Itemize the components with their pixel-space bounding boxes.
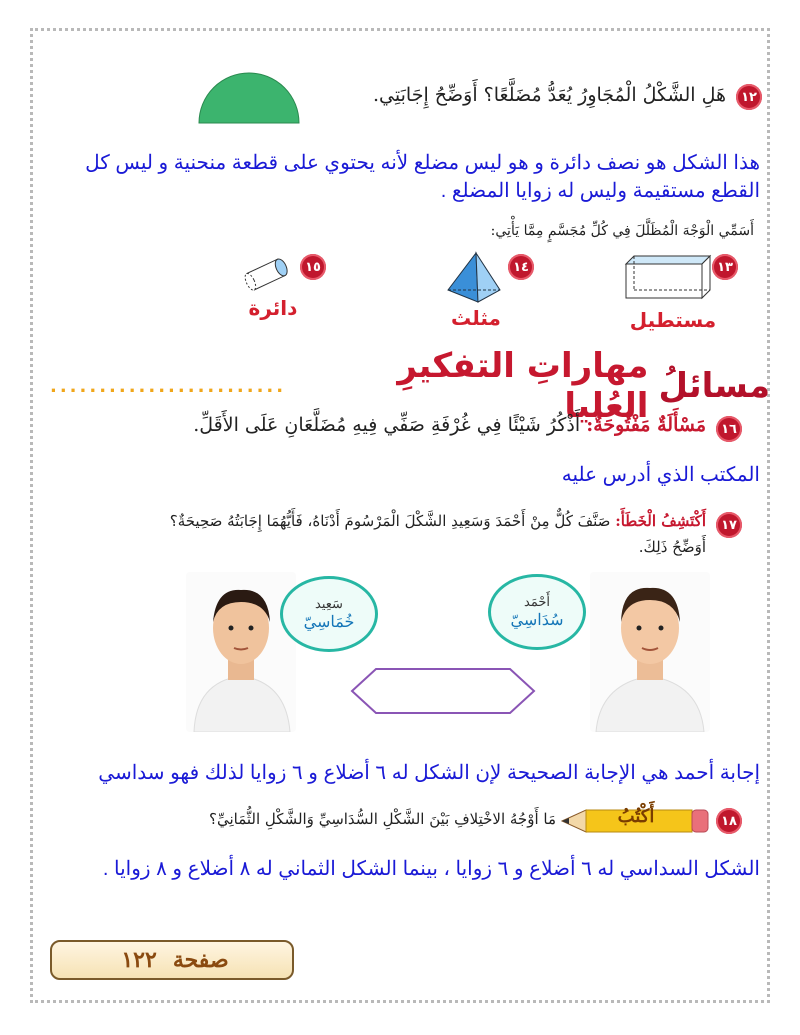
page-label: صفحة: [172, 947, 229, 973]
question-number-15: ١٥: [300, 254, 326, 280]
answer-14: مثلث: [451, 306, 501, 330]
answer-15: دائرة: [248, 296, 298, 320]
question-16: [66, 414, 706, 436]
ahmad-avatar: [590, 572, 710, 732]
section-dots: ........................: [50, 375, 287, 397]
saeed-speech-bubble: [280, 576, 378, 652]
ahmad-answer: سُدَاسِيّ: [510, 610, 564, 629]
saeed-answer: خُمَاسِيّ: [303, 612, 355, 631]
saeed-name: سَعِيد: [315, 597, 343, 612]
answer-18: الشكل السداسي له ٦ أضلاع و ٦ زوايا ، بينما الشكل الثماني له ٨ أضلاع و ٨ زوايا .: [102, 858, 760, 880]
question-16-text: أَذْكُرُ شَيْئًا فِي غُرْفَةِ صَفِّي فِيهِ مُضَلَّعَانِ عَلَى الأَقَلِّ.: [193, 414, 581, 436]
question-number-17: ١٧: [716, 512, 742, 538]
question-number-16: ١٦: [716, 416, 742, 442]
question-17-text: صَنَّفَ كُلٌّ مِنْ أَحْمَدَ وَسَعِيدِ الشَّكْلَ الْمَرْسُومَ أَدْنَاهُ، فَأَيُّهُمَا إِجَابَتُهُ صَحِيحَةٌ؟: [169, 512, 611, 530]
question-number-13: ١٣: [712, 254, 738, 280]
question-number-14: ١٤: [508, 254, 534, 280]
answer-12-line2: القطع مستقيمة وليس له زوايا المضلع .: [440, 180, 760, 202]
ahmad-speech-bubble: [488, 574, 586, 650]
answer-17: إجابة أحمد هي الإجابة الصحيحة لإن الشكل له ٦ أضلاع و ٦ زوايا لذلك فهو سداسي: [98, 762, 760, 784]
answer-13: مستطيل: [629, 308, 717, 332]
prism-icon: [622, 252, 714, 302]
semicircle-figure: [196, 70, 302, 126]
question-number-18: ١٨: [716, 808, 742, 834]
question-17-label: أَكْتَشِفُ الْخَطَأَ:: [615, 512, 706, 530]
hexagon-figure: [348, 666, 538, 716]
answer-12-line1: هذا الشكل هو نصف دائرة و هو ليس مضلع لأنه يحتوي على قطعة منحنية و ليس كل: [85, 152, 760, 174]
faces-instruction: أَسَمِّي الْوَجْهَ الْمُظَلَّلَ فِي كُلِّ مُجَسَّمٍ مِمَّا يَأْتِي:: [490, 223, 754, 239]
ahmad-name: أَحْمَد: [524, 595, 550, 610]
saeed-avatar: [186, 572, 296, 732]
page-number: ١٢٢: [121, 947, 157, 973]
question-17-line2: أَوَضِّحُ ذَلِكَ.: [638, 538, 706, 556]
write-tag: أَكْتُبُ: [617, 806, 655, 827]
question-17-line1: [66, 512, 706, 530]
pyramid-icon: [442, 250, 504, 306]
question-18-text: مَا أَوْجُهُ الاخْتِلافِ بَيْنَ الشَّكْلِ السُّدَاسِيِّ وَالشَّكْلِ الثُّمَانِيِّ؟: [209, 810, 556, 828]
answer-16: المكتب الذي أدرس عليه: [561, 464, 760, 486]
section-title-rest: مهاراتِ التفكيرِ العُليا: [397, 346, 649, 426]
question-number-12: ١٢: [736, 84, 762, 110]
cylinder-icon: [240, 252, 298, 292]
question-16-label: مَسْأَلَةٌ مَفْتُوحَةٌ:: [586, 414, 706, 436]
page-number-box: [50, 940, 294, 980]
section-title-prefix: مسائلُ: [658, 366, 770, 406]
question-12-text: هَلِ الشَّكْلُ الْمُجَاوِرُ يُعَدُّ مُضَلَّعًا؟ أَوَضِّحُ إِجَابَتِي.: [373, 84, 726, 106]
